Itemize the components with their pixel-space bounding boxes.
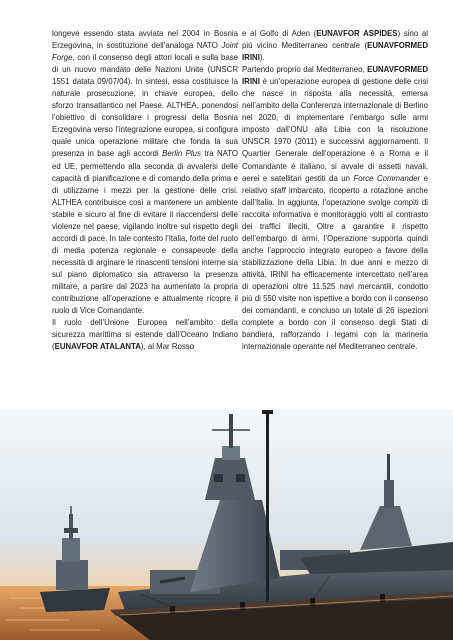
paragraph: Il ruolo dell’Unione Europea nell’ambito della sicurezza marittima si estende dall’Oceano Indiano (EUNAVFOR ATALANTA), al Mar Rosso — [52, 318, 238, 352]
text-column-right — [242, 28, 428, 353]
naval-ships-photo — [0, 410, 453, 640]
paragraph: e al Golfo di Aden (EUNAVFOR ASPIDES) sino al più vicino Mediterraneo centrale (EUNAVFORMED IRINI). — [242, 29, 428, 63]
ships-illustration — [0, 410, 453, 640]
paragraph: longeve essendo stata avviata nel 2004 in Bosnia Erzegovina, in sostituzione dell’analoga NATO Joint Forge, con il consenso degli attori locali e sulla base di un nuovo mandato delle Nazioni Unite (UNSCR 1551 datata 09/07/04). In sintesi, essa costituisce la naturale prosecuzione, in chiave europea, dello sforzo transatlantico nel Paese. ALTHEA, ponendosi l’obiettivo di consolidare i progressi della Bosnia Erzegovina verso l’integrazione europea, si configura quale unica operazione militare che fonda la sua presenza in base agli accordi Berlin Plus tra NATO ed UE, permettendo alla seconda di avvalersi delle capacità di pianificazione e di comando della prima e di utilizzarne i mezzi per la gestione delle crisi. ALTHEA contribuisce così a mantenere un ambiente stabile e sicuro al fine di evitare il riaccendersi delle violenze nel paese, vigilando inoltre sul rispetto degli accordi di pace. In tale contesto l’Italia, forte del ruolo di media potenza regionale e consapevole della necessità di arginare le rinascenti tensioni interne sia sul piano diplomatico sia attraverso la presenza militare, a partire dal 2023 ha aumentato la propria contribuzione all’operazione e attualmente ricopre il ruolo di Vice Comandante. — [52, 29, 239, 316]
paragraph: Partendo proprio dal Mediterraneo, EUNAVFORMED IRINI è un’operazione europea di gestione delle crisi che nasce in risposta alla necessità, emersa nell’ambito della Conferenza internazionale di Berlino nel 2020, di implementare l’embargo sulle armi imposto dall’ONU alla Libia con la risoluzione UNSCR 1970 (2011) e successivi aggiornamenti. Il Quartier Generale dell’operazione è a Roma e il Comandante è italiano, si avvale di assetti navali, aerei e satellitari gestiti da un Force Commander e relativo staff imbarcato, ricoperto a rotazione anche dall’Italia. In aggiunta, l’operazione svolge compiti di raccolta informativa e monitoraggio volti al contrasto dei traffici illeciti. Oltre a garantire il rispetto dell’embargo di armi, l’Operazione supporta quindi anche l’approccio integrato europeo a favore della stabilizzazione della Libia. In due anni e mezzo di attività, IRINI ha efficacemente intercettato nell’area di operazioni oltre 11.525 navi mercantili, condotto più di 550 visite non ispettive a bordo con il consenso dei comandanti, e concluso un totale di 26 ispezioni complete a bordo con il consenso degli Stati di bandiera, rafforzando i legami con la marineria internazionale operante nel Mediterraneo centrale. — [242, 65, 428, 352]
text-column-left — [52, 28, 238, 353]
